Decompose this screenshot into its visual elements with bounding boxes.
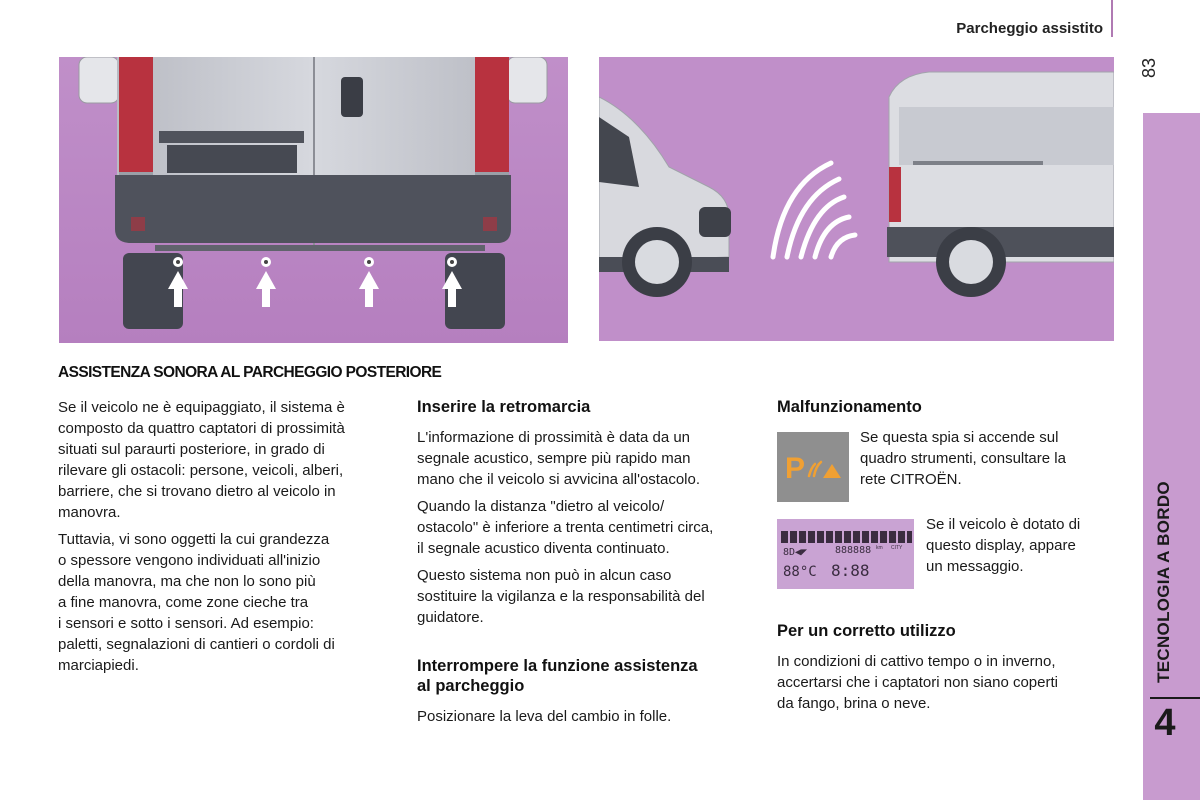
heading-correct-use: Per un corretto utilizzo	[777, 622, 956, 640]
column-usage	[417, 397, 757, 733]
column-intro	[58, 397, 398, 682]
heading-malfunction: Malfunzionamento	[777, 398, 922, 416]
heading-disable-function: Interrompere la funzione assistenza al parcheggio	[417, 657, 698, 695]
reverse-gear-paragraph-1: L'informazione di prossimità è data da un segnale acustico, sempre più rapido man mano che il veicolo si avvicina all'ostacolo.	[417, 429, 701, 488]
display-unit-km: km	[876, 545, 883, 551]
parking-warning-lamp	[777, 432, 849, 502]
limitations-paragraph: Tuttavia, vi sono oggetti la cui grandezza o spessore vengono individuati all'inizio della manovra, ma che non lo sono più a fine manovra, come zone cieche tra i sensori e sotto i sensori. Ad esempio: paletti, segnalazioni di cantieri o cordoli di marciapiedi.	[58, 531, 335, 674]
display-clock: 8:88	[831, 561, 870, 580]
svg-text:P: P	[785, 452, 806, 485]
column-correct-use	[777, 621, 1122, 720]
column-malfunction	[777, 397, 1122, 427]
display-unit-city: CITY	[891, 545, 903, 551]
page-number: 83	[1139, 57, 1159, 79]
header-divider	[1111, 0, 1113, 37]
rear-sensors-illustration	[59, 57, 568, 343]
heading-reverse-gear: Inserire la retromarcia	[417, 398, 591, 416]
page-header-title: Parcheggio assistito	[956, 20, 1103, 37]
disable-function-paragraph: Posizionare la leva del cambio in folle.	[417, 708, 672, 725]
intro-paragraph: Se il veicolo ne è equipaggiato, il sistema è composto da quattro captatori di prossimità situati sul paraurti posteriore, in grado di rilevare gli ostacoli: persone, veicoli, alberi, barriere, che si trovano dietro al veicolo in manovra.	[58, 399, 345, 521]
vans-proximity-illustration	[599, 57, 1114, 341]
warning-lamp-text: Se questa spia si accende sul quadro strumenti, consultare la rete CITROËN.	[860, 429, 1066, 488]
svg-text:8D◀◤: 8D◀◤	[783, 547, 808, 558]
display-temperature: 88°C	[783, 564, 817, 580]
section-heading: ASSISTENZA SONORA AL PARCHEGGIO POSTERIORE	[58, 364, 442, 381]
display-odometer: 888888	[835, 545, 872, 556]
chapter-tab-divider	[1150, 697, 1200, 699]
chapter-number: 4	[1154, 702, 1176, 744]
instrument-display	[777, 519, 914, 589]
display-message-text: Se il veicolo è dotato di questo display, appare un messaggio.	[926, 516, 1081, 575]
correct-use-paragraph: In condizioni di cattivo tempo o in inverno, accertarsi che i captatori non siano coperti da fango, brina o neve.	[777, 653, 1058, 712]
reverse-gear-paragraph-2: Quando la distanza "dietro al veicolo/ ostacolo" è inferiore a trenta centimetri circa, il segnale acustico diventa continuato.	[417, 498, 714, 557]
chapter-tab-label: TECNOLOGIA A BORDO	[1154, 481, 1173, 683]
reverse-gear-paragraph-3: Questo sistema non può in alcun caso sostituire la vigilanza e la responsabilità del guidatore.	[417, 567, 705, 626]
